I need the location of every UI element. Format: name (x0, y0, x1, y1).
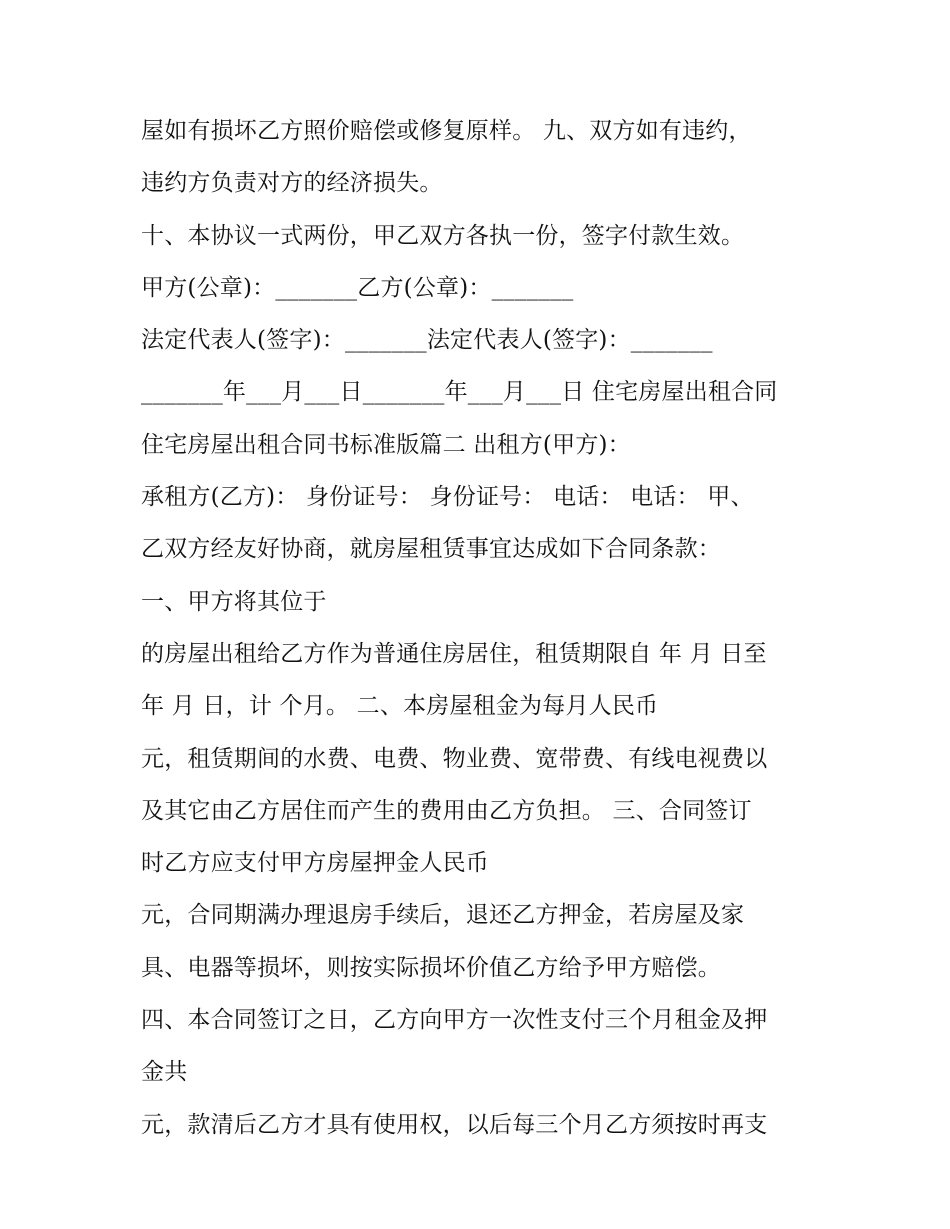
signature-line-seal: 甲方(公章)：_______乙方(公章)：_______ (141, 274, 574, 301)
signature-line-representative: 法定代表人(签字)：_______法定代表人(签字)：_______ (141, 327, 713, 354)
text-line: 一、甲方将其位于 (141, 588, 327, 615)
text-line: 元，合同期满办理退房手续后，退还乙方押金，若房屋及家 (141, 902, 745, 929)
text-line: 十、本协议一式两份，甲乙双方各执一份，签字付款生效。 (141, 222, 745, 249)
text-line: 乙双方经友好协商，就房屋租赁事宜达成如下合同条款： (141, 536, 721, 563)
text-line: 具、电器等损坏，则按实际损坏价值乙方给予甲方赔偿。 (141, 954, 721, 981)
text-line: 违约方负责对方的经济损失。 (141, 170, 443, 197)
date-line: _______年___月___日_______年___月___日 住宅房屋出租合同 (141, 379, 778, 406)
section-heading: 住宅房屋出租合同书标准版篇二 出租方(甲方)： (141, 431, 631, 458)
text-line: 承租方(乙方)： 身份证号： 身份证号： 电话： 电话： 甲、 (141, 484, 754, 511)
document-body (141, 105, 831, 1151)
text-line: 时乙方应支付甲方房屋押金人民币 (141, 850, 489, 877)
text-line: 四、本合同签订之日，乙方向甲方一次性支付三个月租金及押 (141, 1007, 768, 1034)
text-line: 屋如有损坏乙方照价赔偿或修复原样。 九、双方如有违约， (141, 118, 752, 144)
text-line: 年 月 日，计 个月。 二、本房屋租金为每月人民币 (141, 693, 659, 720)
text-line: 元，款清后乙方才具有使用权，以后每三个月乙方须按时再支 (141, 1111, 768, 1138)
text-line: 及其它由乙方居住而产生的费用由乙方负担。 三、合同签订 (141, 797, 752, 824)
text-line: 金共 (141, 1059, 188, 1086)
text-line: 元，租赁期间的水费、电费、物业费、宽带费、有线电视费以 (141, 745, 768, 772)
text-line: 的房屋出租给乙方作为普通住房居住，租赁期限自 年 月 日至 (141, 640, 767, 667)
